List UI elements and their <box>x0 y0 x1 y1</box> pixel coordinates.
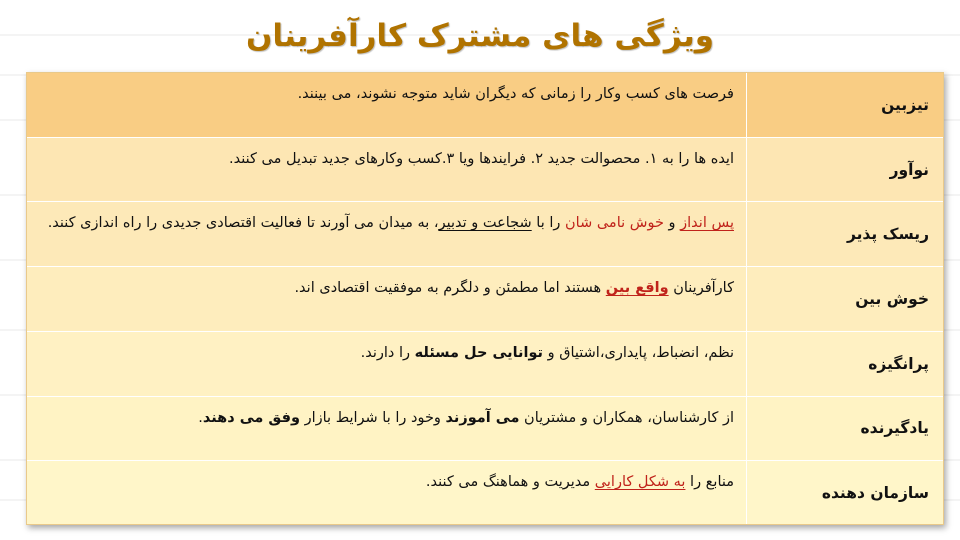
highlight-savings: پس انداز <box>680 215 734 232</box>
trait-description <box>27 397 747 461</box>
bold-problem-solving: توانایی حل مسئله <box>414 344 544 361</box>
table-row <box>27 397 943 462</box>
table-row <box>27 138 943 203</box>
table-row <box>27 267 943 332</box>
trait-term: نوآور <box>889 160 929 179</box>
highlight-efficient: به شکل کارایی <box>594 474 686 491</box>
desc-text: ، به میدان می آورند تا فعالیت اقتصادی جدیدی را راه اندازی کنند. <box>47 215 439 232</box>
highlight-reputation: خوش نامی شان <box>565 215 664 232</box>
desc-text: کارآفرینان <box>668 280 734 297</box>
trait-description <box>27 461 747 524</box>
desc-text: هستند اما مطمئن و دلگرم به موفقیت اقتصادی اند. <box>294 280 606 297</box>
trait-description: فرصت های کسب وکار را زمانی که دیگران شاید متوجه نشوند، می بینند. <box>27 73 747 137</box>
desc-text: نظم، انضباط، پایداری،اشتیاق و <box>543 344 734 361</box>
traits-table <box>26 72 944 525</box>
trait-description <box>27 267 747 331</box>
trait-term: ریسک پذیر <box>846 225 929 244</box>
table-row <box>27 332 943 397</box>
desc-text: مدیریت و هماهنگ می کنند. <box>425 474 595 491</box>
desc-text: . <box>198 409 203 426</box>
trait-term: یادگیرنده <box>860 419 929 438</box>
trait-term: پرانگیزه <box>868 354 929 373</box>
trait-description: ایده ها را به ۱. محصوالت جدید ۲. فرایندها ویا ۳.کسب وکارهای جدید تبدیل می کنند. <box>27 138 747 202</box>
trait-description <box>27 332 747 396</box>
trait-term: خوش بین <box>855 290 929 309</box>
table-row <box>27 202 943 267</box>
table-row <box>27 73 943 138</box>
bold-learn: می آموزند <box>445 409 520 426</box>
desc-text: را با <box>531 215 566 232</box>
trait-term: تیزبین <box>881 95 929 114</box>
desc-text: از کارشناسان، همکاران و مشتریان <box>519 409 734 426</box>
bold-adapt: وفق می دهند <box>202 409 300 426</box>
trait-term: سازمان دهنده <box>821 483 929 502</box>
desc-text: منابع را <box>685 474 734 491</box>
desc-text: و <box>663 215 681 232</box>
underlined-courage: شجاعت و تدبیر <box>438 215 532 232</box>
highlight-realistic: واقع بین <box>605 280 669 297</box>
table-row <box>27 461 943 524</box>
desc-text: را دارند. <box>360 344 415 361</box>
slide-title: ویژگی های مشترک کارآفرینان <box>245 18 715 54</box>
trait-description <box>27 202 747 266</box>
desc-text: وخود را با شرایط بازار <box>300 409 446 426</box>
